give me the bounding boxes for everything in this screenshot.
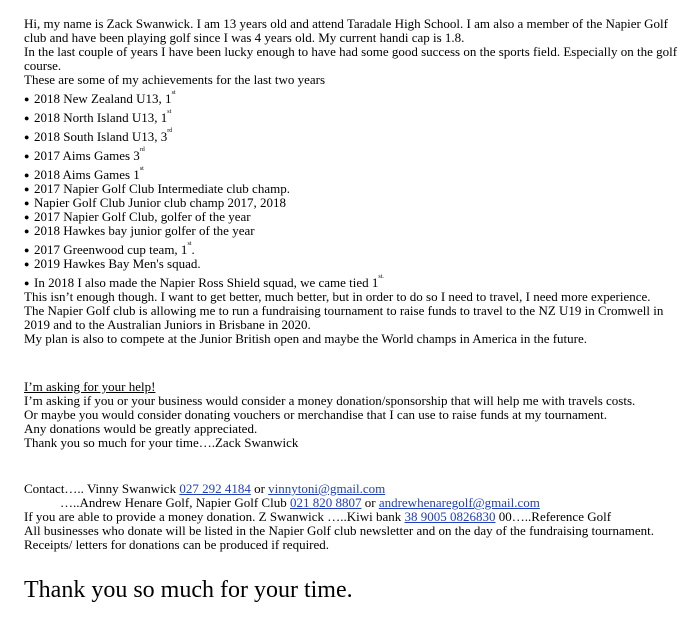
help-signoff: Thank you so much for your time….Zack Swanwick [24,435,299,450]
bullet-icon: ● [24,170,30,180]
achievement-text: 2018 Hawkes bay junior golfer of the year [34,223,255,238]
achievement-text: Napier Golf Club Junior club champ 2017, 2018 [34,195,287,210]
achievement-item [24,257,684,271]
letter [24,17,684,604]
achievement-text: 2018 New Zealand U13, 1 [34,91,172,106]
achievement-ordinal: st [187,241,192,247]
bullet-icon: ● [24,212,30,222]
achievement-item [24,271,684,290]
bullet-icon: ● [24,151,30,161]
bullet-icon: ● [24,132,30,142]
achievement-text: 2017 Napier Golf Club Intermediate club champ. [34,181,290,196]
achievements-list [24,87,684,290]
achievement-item [24,196,684,210]
bullet-icon: ● [24,184,30,194]
bullet-icon: ● [24,278,30,288]
achievement-tail: . [191,242,195,257]
achievement-text: 2018 Aims Games 1 [34,167,140,182]
achievement-item [24,224,684,238]
email-link-andrew[interactable]: andrewhenaregolf@gmail.com [378,495,540,510]
bullet-icon: ● [24,245,30,255]
bank-account-link[interactable]: 38 9005 0826830 [404,509,496,524]
achievement-ordinal: rd [139,147,145,153]
intro-success: In the last couple of years I have been lucky enough to have had some good success on the sports field. Especially on the golf course. [24,44,678,73]
travel-line-3: My plan is also to compete at the Junior British open and maybe the World champs in America in the future. [24,331,588,346]
achievement-text: In 2018 I also made the Napier Ross Shield squad, we came tied 1 [34,275,379,290]
help-line-1: I’m asking if you or your business would consider a money donation/sponsorship that will help me with travels costs. [24,393,636,408]
newsletter-note: All businesses who donate will be listed in the Napier Golf club newsletter and on the day of the fundraising tournament. [24,523,654,538]
achievement-text: 2017 Aims Games 3 [34,148,140,163]
phone-link-vinny[interactable]: 027 292 4184 [179,481,251,496]
achievement-ordinal: st [139,166,144,172]
email-link-vinny[interactable]: vinnytoni@gmail.com [268,481,386,496]
closing-thanks: Thank you so much for your time. [24,577,353,603]
achievement-item [24,125,684,144]
bank-details: If you are able to provide a money donation. Z Swanwick …..Kiwi bank 38 9005 0826830 00…..Reference Golf [24,509,612,524]
achievement-text: 2017 Napier Golf Club, golfer of the year [34,209,251,224]
achievement-item [24,210,684,224]
help-line-3: Any donations would be greatly appreciated. [24,421,258,436]
bullet-icon: ● [24,113,30,123]
bullet-icon: ● [24,198,30,208]
travel-line-1: This isn’t enough though. I want to get better, much better, but in order to do so I need to travel, I need more experience. [24,289,651,304]
achievement-ordinal: rd [167,128,173,134]
achievement-item [24,106,684,125]
achievement-ordinal: st [167,109,172,115]
bullet-icon: ● [24,94,30,104]
achievement-item [24,238,684,257]
achievement-item [24,87,684,106]
help-line-2: Or maybe you would consider donating vouchers or merchandise that I can use to raise funds at my tournament. [24,407,608,422]
intro-paragraph: Hi, my name is Zack Swanwick. I am 13 years old and attend Taradale High School. I am also a member of the Napier Golf club and have been playing golf since I was 4 years old. My current handi cap is 1.8. [24,16,668,45]
receipts-note: Receipts/ letters for donations can be produced if required. [24,537,330,552]
bullet-icon: ● [24,226,30,236]
phone-link-andrew[interactable]: 021 820 8807 [289,495,362,510]
achievement-item [24,144,684,163]
achievement-text: 2019 Hawkes Bay Men's squad. [34,256,201,271]
achievement-text: 2018 North Island U13, 1 [34,110,168,125]
bullet-icon: ● [24,259,30,269]
contact-line-2: …..Andrew Henare Golf, Napier Golf Club 021 820 8807 or andrewhenaregolf@gmail.com [60,495,540,510]
help-heading: I’m asking for your help! [24,379,156,394]
achievement-text: 2017 Greenwood cup team, 1 [34,242,188,257]
achievement-item [24,182,684,196]
achievement-ordinal: st [171,90,176,96]
intro-achievements-lead: These are some of my achievements for the last two years [24,72,326,87]
travel-line-2: The Napier Golf club is allowing me to run a fundraising tournament to raise funds to travel to the NZ U19 in Cromwell in 2019 and to the Australian Juniors in Brisbane in 2020. [24,303,664,332]
contact-line-1: Contact….. Vinny Swanwick 027 292 4184 or vinnytoni@gmail.com [24,481,386,496]
achievement-text: 2018 South Island U13, 3 [34,129,168,144]
achievement-item [24,163,684,182]
achievement-ordinal: st. [378,274,384,280]
